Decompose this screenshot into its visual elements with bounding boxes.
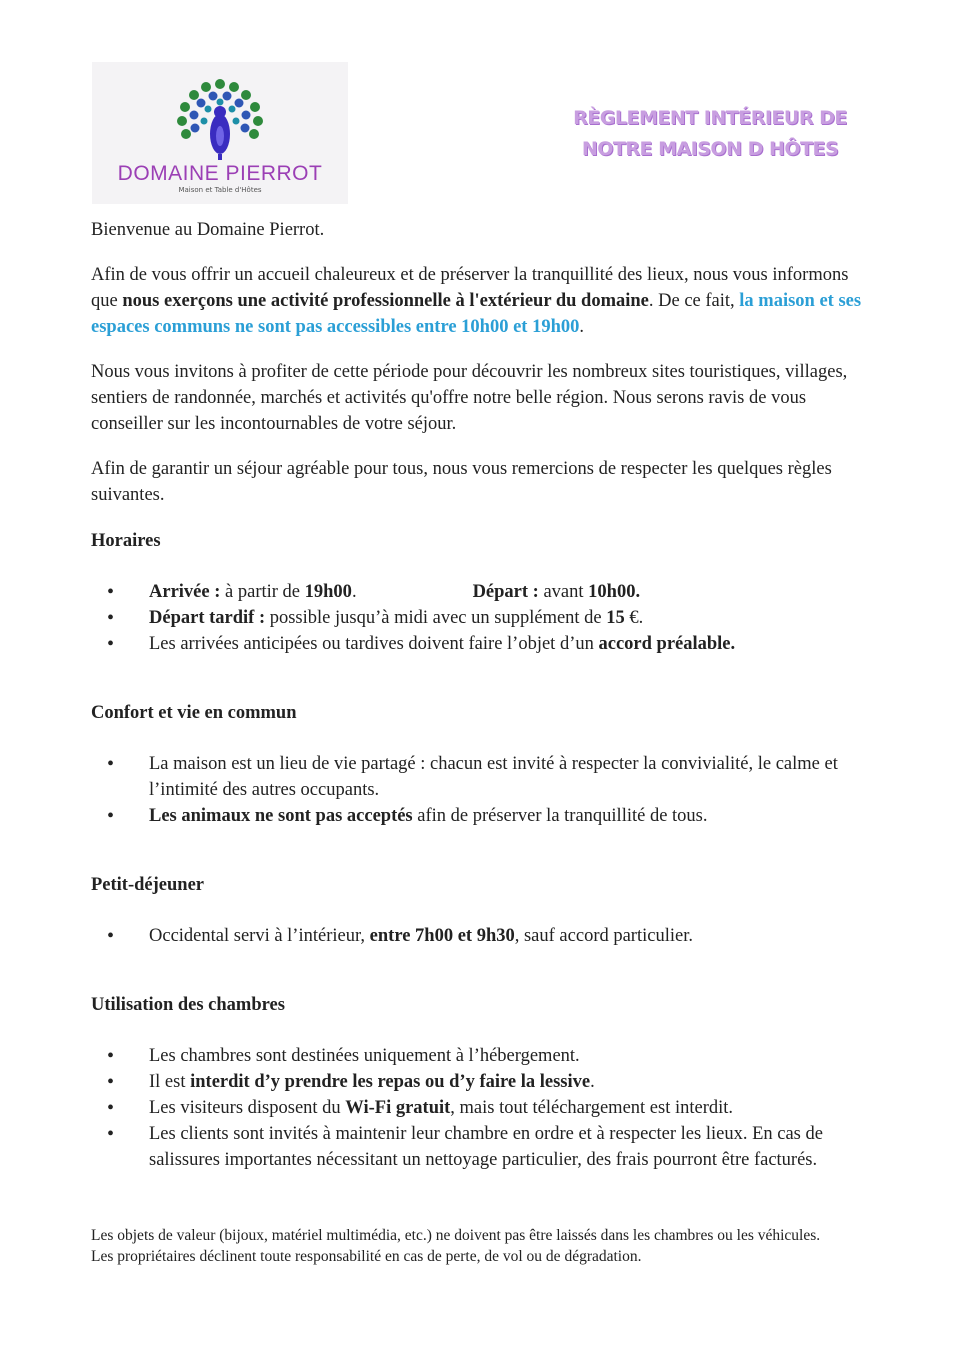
respect-paragraph: Afin de garantir un séjour agréable pour tous, nous vous remercions de respecter les quelques règles suivantes. <box>91 459 832 505</box>
tardif-text: possible jusqu’à midi avec un supplément de <box>265 608 607 628</box>
chambres-item2-bold: interdit d’y prendre les repas ou d’y faire la lessive <box>190 1072 591 1092</box>
arrivee-time: 19h00 <box>304 582 352 602</box>
list-item: • La maison est un lieu de vie partagé : chacun est invité à respecter la convivialité, le calme et l’intimité des autres occupants. <box>91 751 871 803</box>
logo-subtitle: Maison et Table d'Hôtes <box>178 186 262 194</box>
arrivee-text: à partir de <box>220 582 305 602</box>
list-item <box>91 923 871 949</box>
list-item <box>91 803 871 829</box>
intro-text-3: . <box>579 317 584 337</box>
anticip-text: Les arrivées anticipées ou tardives doivent faire l’objet d’un <box>149 634 599 654</box>
footer-line-2: Les propriétaires déclinent toute responsabilité en cas de perte, de vol ou de dégradation. <box>91 1248 642 1265</box>
tardif-price: 15 <box>606 608 625 628</box>
petitdej-text-1: Occidental servi à l’intérieur, <box>149 926 370 946</box>
peacock-logo-icon <box>170 76 270 162</box>
section-heading-chambres: Utilisation des chambres <box>91 995 285 1015</box>
chambres-item3-bold: Wi-Fi gratuit <box>345 1098 451 1118</box>
title-line-2: NOTRE MAISON D HÔTES <box>581 138 839 160</box>
depart-time: 10h00. <box>588 582 641 602</box>
list-item <box>91 1095 871 1121</box>
document-body <box>91 217 871 1216</box>
chambres-item2-end: . <box>590 1072 595 1092</box>
list-item <box>91 1069 871 1095</box>
title-line-1: RÈGLEMENT INTÉRIEUR DE <box>573 107 847 129</box>
intro-text-2: . De ce fait, <box>648 291 740 311</box>
intro-paragraph <box>91 262 871 340</box>
logo-name: DOMAINE PIERROT <box>117 162 323 185</box>
section-heading-petit-dejeuner: Petit-déjeuner <box>91 875 205 895</box>
chambres-list <box>91 1043 871 1173</box>
intro-highlight: la maison et ses espaces communs ne sont pas accessibles entre 10h00 et 19h00 <box>91 291 862 337</box>
tardif-currency: €. <box>624 608 644 628</box>
logo <box>92 62 348 204</box>
list-item <box>91 579 871 605</box>
list-item <box>91 605 871 631</box>
chambres-item3-end: , mais tout téléchargement est interdit. <box>450 1098 734 1118</box>
chambres-item3-text: Les visiteurs disposent du <box>149 1098 346 1118</box>
arrivee-label: Arrivée : <box>149 582 221 602</box>
intro-bold: nous exerçons une activité professionnelle à l'extérieur du domaine <box>122 291 649 311</box>
petitdej-text-2: , sauf accord particulier. <box>514 926 693 946</box>
tardif-label: Départ tardif : <box>149 608 266 628</box>
document-title <box>560 103 860 165</box>
list-item: • Les clients sont invités à maintenir leur chambre en ordre et à respecter les lieux. En cas de salissures importantes nécessitant un nettoyage particulier, des frais pourront être facturés. <box>91 1121 871 1173</box>
invite-paragraph: Nous vous invitons à profiter de cette période pour découvrir les nombreux sites touristiques, villages, sentiers de randonnée, marchés et activités qu'offre notre belle région. Nous serons ravis de vous conseiller sur les incontournables de votre séjour. <box>91 362 848 434</box>
depart-text: avant <box>538 582 589 602</box>
section-heading-confort: Confort et vie en commun <box>91 703 297 723</box>
petitdej-bold: entre 7h00 et 9h30 <box>369 926 515 946</box>
footer-line-1: Les objets de valeur (bijoux, matériel multimédia, etc.) ne doivent pas être laissés dans les chambres ou les véhicules. <box>91 1227 821 1244</box>
chambres-item2-text: Il est <box>149 1072 191 1092</box>
list-item: • Les chambres sont destinées uniquement à l’hébergement. <box>91 1043 871 1069</box>
anticip-bold: accord préalable. <box>598 634 736 654</box>
confort-list <box>91 751 871 829</box>
depart-label: Départ : <box>472 582 539 602</box>
petit-dejeuner-list <box>91 923 871 949</box>
animaux-bold: Les animaux ne sont pas acceptés <box>149 806 413 826</box>
arrivee-end: . <box>351 582 357 602</box>
list-item <box>91 631 871 657</box>
section-heading-horaires: Horaires <box>91 531 161 551</box>
animaux-text: afin de préserver la tranquillité de tous. <box>412 806 708 826</box>
horaires-list <box>91 579 871 657</box>
intro-text-1: Afin de vous offrir un accueil chaleureux et de préserver la tranquillité des lieux, nous vous informons que <box>91 265 849 311</box>
footer-notes <box>91 1225 871 1267</box>
welcome-text: Bienvenue au Domaine Pierrot. <box>91 220 325 240</box>
